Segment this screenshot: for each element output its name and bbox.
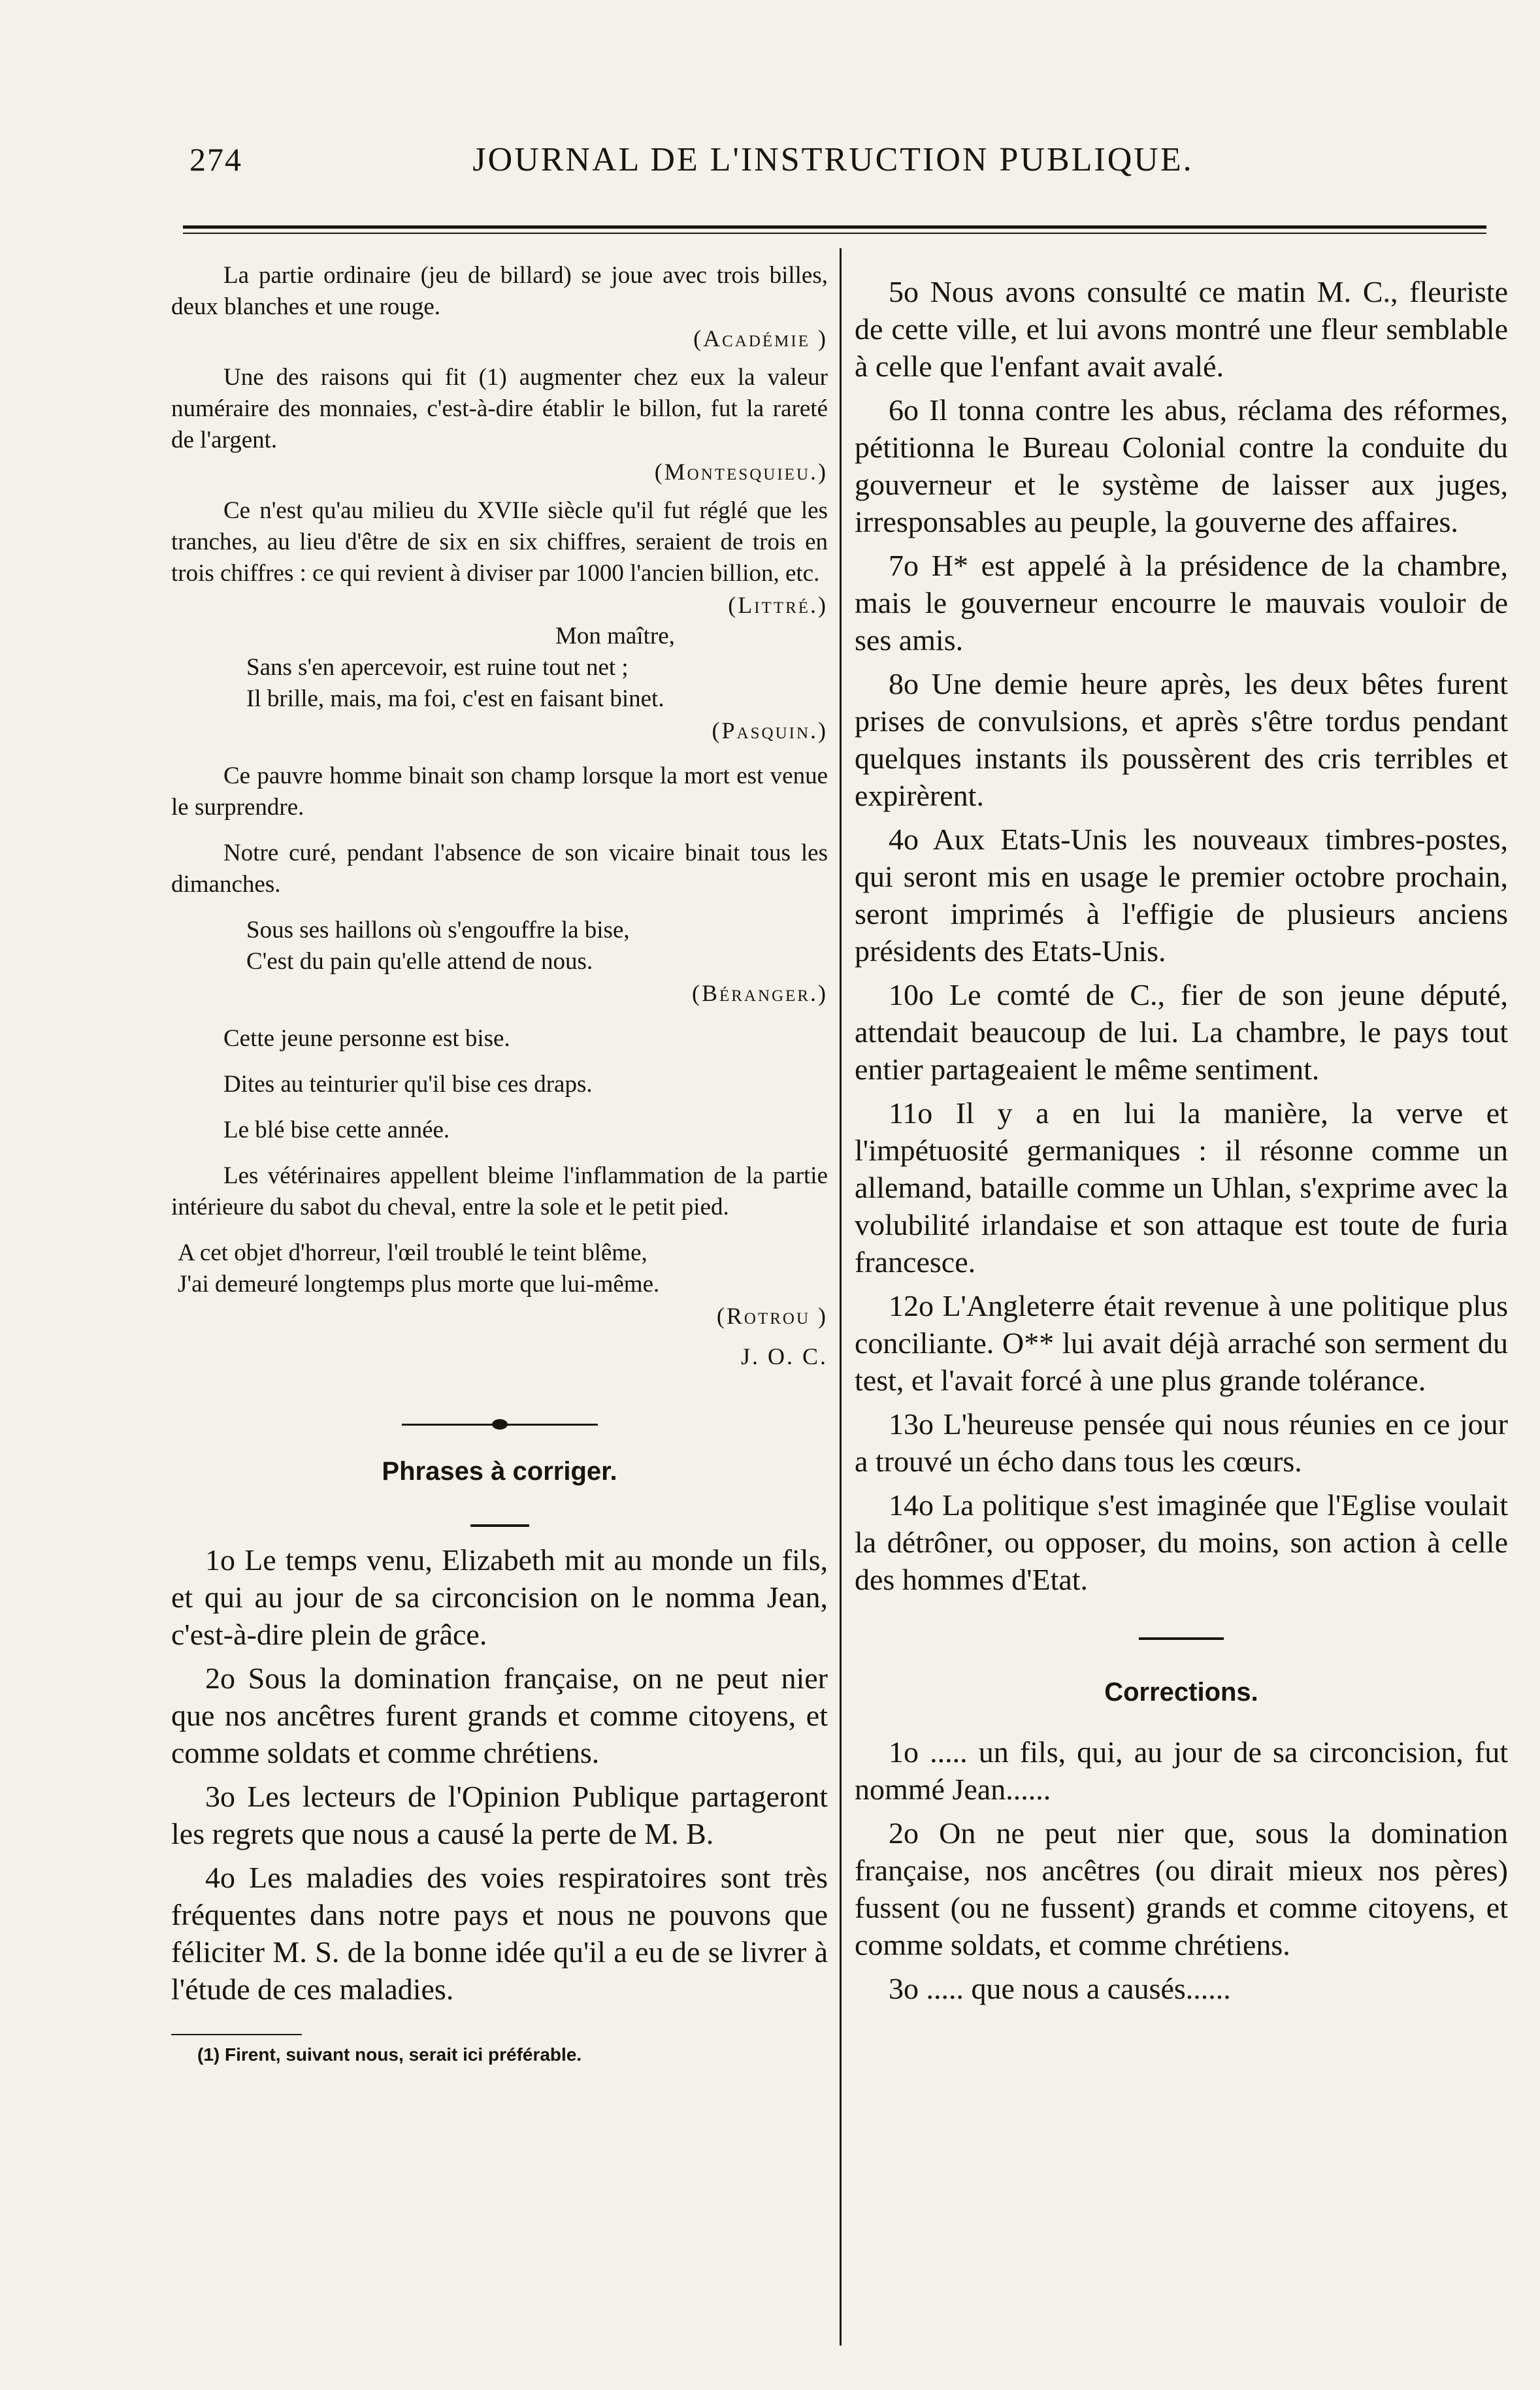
exercise-paragraph: 13o L'heureuse pensée qui nous réunies en ce jour a trouvé un écho dans tous les cœurs.	[855, 1407, 1508, 1478]
quote-paragraph: Le blé bise cette année.	[223, 1117, 450, 1143]
page-header	[183, 140, 1483, 193]
left-column	[171, 260, 828, 2065]
footnote-rule	[171, 2034, 302, 2035]
exercise-paragraph: 11o Il y a en lui la manière, la verve et l'impétuosité germaniques : il résonne comme un allemand, bataille comme un Uhlan, s'exprime avec la volubilité irlandaise et son attaque est toute de furia francesce.	[855, 1096, 1508, 1279]
right-column	[855, 273, 1508, 2007]
section-rule	[1139, 1637, 1224, 1640]
verse-line: Il brille, mais, ma foi, c'est en faisant binet.	[246, 685, 664, 712]
exercise-paragraph: 4o Les maladies des voies respiratoires sont très fréquentes dans notre pays et nous ne pouvons que féliciter M. S. de la bonne idée qu'il a eu de se livrer à l'étude de ces maladies.	[171, 1861, 828, 2006]
exercise-paragraph: 5o Nous avons consulté ce matin M. C., fleuriste de cette ville, et lui avons montré une fleur semblable à celle que l'enfant avait avalé.	[855, 275, 1508, 383]
verse-block	[171, 915, 828, 977]
column-divider	[840, 248, 842, 2346]
quote-paragraph: Les vétérinaires appellent bleime l'inflammation de la partie intérieure du sabot du cheval, entre la sole et le petit pied.	[171, 1162, 828, 1220]
exercise-paragraph: 12o L'Angleterre était revenue à une politique plus conciliante. O** lui avait déjà arraché son serment du test, et l'avait forcé à une plus grande tolérance.	[855, 1289, 1508, 1397]
section-rule	[470, 1524, 529, 1527]
footnote: (1) Firent, suivant nous, serait ici préférable.	[197, 2044, 582, 2065]
header-rule-thin	[183, 233, 1486, 234]
exercise-paragraph: 4o Aux Etats-Unis les nouveaux timbres-postes, qui seront mis en usage le premier octobre prochain, seront imprimés à l'effigie de plusieurs anciens présidents des Etats-Unis.	[855, 823, 1508, 968]
exercise-paragraph: 6o Il tonna contre les abus, réclama des réformes, pétitionna le Bureau Colonial contre la conduite du gouverneur et le système de laisser aux juges, irresponsables au peuple, la gouverne des affaires.	[855, 393, 1508, 538]
quote-attribution: (Montesquieu.)	[654, 459, 828, 485]
verse-line: C'est du pain qu'elle attend de nous.	[246, 948, 593, 975]
exercise-paragraph: 2o Sous la domination française, on ne peut nier que nos ancêtres furent grands et comme citoyens, et comme soldats et comme chrétiens.	[171, 1662, 828, 1769]
verse-line: Sous ses haillons où s'engouffre la bise,	[246, 917, 630, 943]
exercise-paragraph: 1o Le temps venu, Elizabeth mit au monde un fils, et qui au jour de sa circoncision on le nomma Jean, c'est-à-dire plein de grâce.	[171, 1543, 828, 1651]
quote-paragraph: Une des raisons qui fit (1) augmenter chez eux la valeur numéraire des monnaies, c'est-à-dire établir le billon, fut la rareté de l'argent.	[171, 364, 828, 453]
correction-paragraph: 2o On ne peut nier que, sous la domination française, nos ancêtres (ou dirait mieux nos pères) fussent (ou ne fussent) grands et comme citoyens, et comme soldats, et comme chrétiens.	[855, 1816, 1508, 1961]
verse-line: Sans s'en apercevoir, est ruine tout net ;	[246, 654, 629, 681]
page-number: 274	[189, 141, 242, 178]
verse-block	[171, 621, 828, 715]
exercise-paragraph: 8o Une demie heure après, les deux bêtes furent prises de convulsions, et après s'être tordus pendant quelques instants ils poussèrent des cris terribles et expirèrent.	[855, 667, 1508, 812]
exercise-paragraph: 7o H* est appelé à la présidence de la chambre, mais le gouverneur encourre le mauvais vouloir de ses amis.	[855, 549, 1508, 657]
quote-attribution: (Rotrou )	[716, 1303, 828, 1329]
quote-attribution: (Béranger.)	[691, 980, 828, 1006]
quote-paragraph: Notre curé, pendant l'absence de son vicaire binait tous les dimanches.	[171, 840, 828, 898]
quote-paragraph: La partie ordinaire (jeu de billard) se joue avec trois billes, deux blanches et une rouge.	[171, 262, 828, 320]
corrections-title: Corrections.	[1104, 1678, 1258, 1707]
quote-paragraph: Dites au teinturier qu'il bise ces draps.	[223, 1071, 593, 1098]
exercise-paragraph: 3o Les lecteurs de l'Opinion Publique partageront les regrets que nous a causé la perte de M. B.	[171, 1780, 828, 1850]
signature: J. O. C.	[740, 1343, 828, 1369]
header-rule	[183, 225, 1486, 229]
correction-paragraph: 3o ..... que nous a causés......	[889, 1972, 1231, 2005]
ornament-divider	[402, 1418, 598, 1431]
quote-paragraph: Ce n'est qu'au milieu du XVIIe siècle qu'il fut réglé que les tranches, au lieu d'être de six en six chiffres, seraient de trois en trois chiffres : ce qui revient à diviser par 1000 l'ancien billion, etc.	[171, 497, 828, 587]
quote-attribution: (Académie )	[693, 325, 828, 352]
running-title: JOURNAL DE L'INSTRUCTION PUBLIQUE.	[472, 141, 1194, 178]
correction-paragraph: 1o ..... un fils, qui, au jour de sa circoncision, fut nommé Jean......	[855, 1735, 1508, 1806]
verse-line: J'ai demeuré longtemps plus morte que lui-même.	[178, 1271, 660, 1298]
quote-attribution: (Littré.)	[728, 592, 828, 618]
section-title: Phrases à corriger.	[382, 1457, 617, 1486]
exercise-paragraph: 14o La politique s'est imaginée que l'Eglise voulait la détrôner, ou opposer, du moins, son action à celle des hommes d'Etat.	[855, 1488, 1508, 1596]
verse-line: Mon maître,	[555, 623, 675, 649]
verse-line: A cet objet d'horreur, l'œil troublé le teint blême,	[178, 1239, 647, 1266]
quote-attribution: (Pasquin.)	[712, 717, 828, 744]
quote-paragraph: Cette jeune personne est bise.	[223, 1025, 510, 1052]
exercise-paragraph: 10o Le comté de C., fier de son jeune député, attendait beaucoup de lui. La chambre, le pays tout entier partageaient le même sentiment.	[855, 978, 1508, 1086]
verse-block	[171, 1237, 828, 1300]
quote-paragraph: Ce pauvre homme binait son champ lorsque la mort est venue le surprendre.	[171, 762, 828, 821]
